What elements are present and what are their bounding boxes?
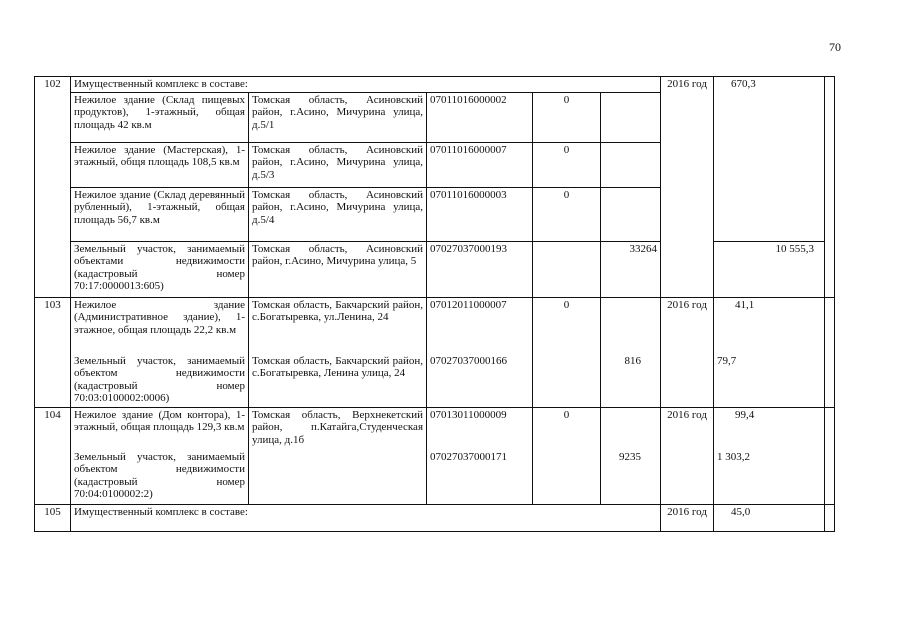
- object-description: Нежилое здание (Мастерская), 1-этажный, общя площадь 108,5 кв.м: [71, 142, 249, 187]
- empty-cell: [825, 504, 835, 531]
- object-address-land: Томская область, Бакчарский район, с.Богатыревка, Ленина улица, 24: [252, 354, 423, 379]
- object-code: [427, 407, 533, 504]
- row-number: 105: [35, 504, 71, 531]
- object-zero: 0: [533, 187, 601, 241]
- object-zero: 0: [533, 407, 601, 504]
- property-register-table: [34, 76, 835, 532]
- value-cell: 45,0: [714, 504, 825, 531]
- object-description: Земельный участок, занимаемый объектами недвижимости (кадастровый номер 70:17:0000013:605): [71, 241, 249, 297]
- table-row-103: [35, 297, 835, 407]
- object-zero: 0: [533, 297, 601, 407]
- value-cell: 99,4 1 303,2: [714, 407, 825, 504]
- year-cell: 2016 год: [661, 504, 714, 531]
- object-code: [427, 297, 533, 407]
- object-area: [601, 142, 661, 187]
- object-description: Нежилое здание (Склад пищевых продуктов), 1-этажный, общая площадь 42 кв.м: [71, 92, 249, 142]
- object-description-building: Нежилое здание (Дом контора), 1-этажный, общая площадь 129,3 кв.м: [74, 408, 245, 433]
- year-cell: 2016 год: [661, 407, 714, 504]
- object-address: Томская область, Асиновский район, г.Асино, Мичурина улица, д.5/4: [249, 187, 427, 241]
- object-address: Томская область, Асиновский район, г.Асино, Мичурина улица, д.5/3: [249, 142, 427, 187]
- object-address: Томская область, Асиновский район, г.Асино, Мичурина улица, 5: [249, 241, 427, 297]
- object-code: 07011016000007: [427, 142, 533, 187]
- row-number: 104: [35, 407, 71, 504]
- empty-cell: [825, 77, 835, 298]
- empty-cell: [825, 297, 835, 407]
- complex-title: Имущественный комплекс в составе:: [71, 77, 661, 93]
- object-code-building: 07012011000007: [430, 298, 507, 311]
- object-description: [71, 407, 249, 504]
- table-row-105: [35, 504, 835, 531]
- row-number: 103: [35, 297, 71, 407]
- value-cell: 670,3: [714, 77, 825, 242]
- object-area: 33264: [601, 241, 661, 297]
- object-description: Нежилое здание (Склад деревянный рубленный), 1-этажный, общая площадь 56,7 кв.м: [71, 187, 249, 241]
- year-cell: 2016 год: [661, 297, 714, 407]
- object-address-building: Томская область, Бакчарский район, с.Богатыревка, ул.Ленина, 24: [252, 298, 423, 323]
- table-row-104: [35, 407, 835, 504]
- page-number: 70: [829, 40, 841, 54]
- object-cost: 10 555,3: [714, 241, 825, 297]
- row-number: 102: [35, 77, 71, 298]
- object-code: 07027037000193: [427, 241, 533, 297]
- object-area: [601, 92, 661, 142]
- object-area: 816: [601, 297, 661, 407]
- object-code: 07011016000003: [427, 187, 533, 241]
- object-zero: 0: [533, 142, 601, 187]
- object-area: 9235: [601, 407, 661, 504]
- object-address: Томская область, Верхнекетский район, п.Катайга,Студенческая улица, д.1б: [249, 407, 427, 504]
- object-description-land: Земельный участок, занимаемый объектом недвижимости (кадастровый номер 70:03:0100002:0006): [74, 354, 245, 404]
- object-code: 07011016000002: [427, 92, 533, 142]
- object-description-building: Нежилое здание (Административное здание), 1-этажное, общая площадь 22,2 кв.м: [74, 298, 245, 336]
- table-row-102: [35, 77, 835, 93]
- table-row: [35, 241, 835, 297]
- object-zero: [533, 241, 601, 297]
- empty-cell: [825, 407, 835, 504]
- object-description: [71, 297, 249, 407]
- object-description-land: Земельный участок, занимаемый объектом недвижимости (кадастровый номер 70:04:0100002:2): [74, 450, 245, 500]
- value-cell: 41,1 79,7: [714, 297, 825, 407]
- object-code-building: 07013011000009: [430, 408, 507, 421]
- object-address: Томская область, Асиновский район, г.Асино, Мичурина улица, д.5/1: [249, 92, 427, 142]
- year-cell: 2016 год: [661, 77, 714, 298]
- object-address: [249, 297, 427, 407]
- object-code-land: 07027037000166: [430, 354, 507, 367]
- object-zero: 0: [533, 92, 601, 142]
- object-code-land: 07027037000171: [430, 450, 507, 463]
- object-area: [601, 187, 661, 241]
- complex-title: Имущественный комплекс в составе:: [71, 504, 661, 531]
